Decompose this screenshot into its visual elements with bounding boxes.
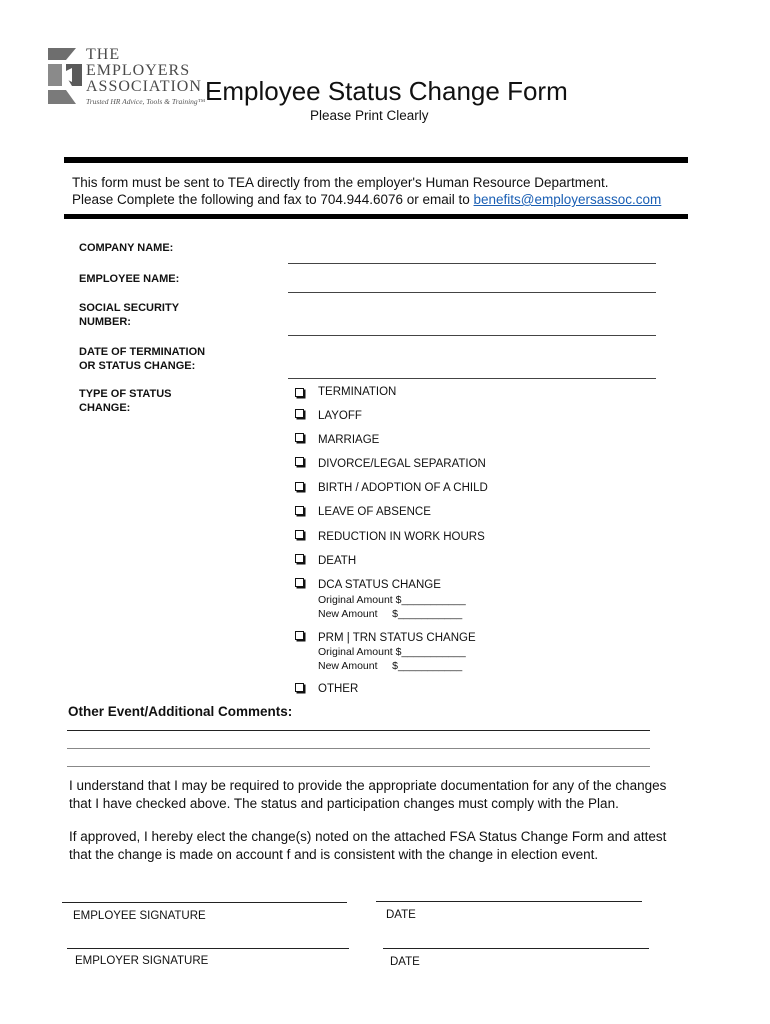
dca-original-amount[interactable]: Original Amount $___________ (318, 594, 466, 606)
ssn-label-line-2: NUMBER: (79, 316, 131, 328)
employer-signature-label: EMPLOYER SIGNATURE (75, 955, 209, 967)
status-type-label-line-1: TYPE OF STATUS (79, 388, 172, 400)
election-line-1: If approved, I hereby elect the change(s) noted on the attached FSA Status Change Form and attest (69, 829, 667, 844)
leave-of-absence-checkbox[interactable] (295, 506, 304, 515)
employee-name-label: EMPLOYEE NAME: (79, 273, 180, 285)
employer-signature-line[interactable] (67, 948, 349, 949)
ssn-label (79, 301, 179, 329)
death-checkbox[interactable] (295, 554, 304, 563)
termination-option-label: TERMINATION (318, 386, 397, 398)
intro-divider (64, 214, 688, 219)
ssn-field[interactable] (288, 335, 656, 336)
other-option-label: OTHER (318, 683, 359, 695)
death-option-label: DEATH (318, 555, 357, 567)
date-field[interactable] (288, 378, 656, 379)
dca-status-checkbox[interactable] (295, 578, 304, 587)
logo-text-association: ASSOCIATION (86, 78, 202, 95)
top-divider (64, 157, 688, 163)
marriage-option-label: MARRIAGE (318, 434, 380, 446)
company-name-field[interactable] (288, 263, 656, 264)
layoff-checkbox[interactable] (295, 409, 304, 418)
date-label-line-1: DATE OF TERMINATION (79, 346, 206, 358)
comments-line-1[interactable] (67, 730, 650, 731)
leave-of-absence-option-label: LEAVE OF ABSENCE (318, 506, 431, 518)
status-type-label-line-2: CHANGE: (79, 402, 131, 414)
termination-checkbox[interactable] (295, 388, 304, 397)
intro-line-2-text: Please Complete the following and fax to 704.944.6076 or email to (72, 192, 474, 207)
reduction-hours-option-label: REDUCTION IN WORK HOURS (318, 531, 485, 543)
other-checkbox[interactable] (295, 683, 304, 692)
company-name-label: COMPANY NAME: (79, 242, 174, 254)
ssn-label-line-1: SOCIAL SECURITY (79, 302, 180, 314)
reduction-hours-checkbox[interactable] (295, 530, 304, 539)
status-type-label (79, 387, 172, 415)
form-title: Employee Status Change Form (205, 76, 568, 106)
employee-signature-line[interactable] (62, 902, 347, 903)
prm-trn-status-checkbox[interactable] (295, 631, 304, 640)
acknowledgement-line-1: I understand that I may be required to provide the appropriate documentation for any of the changes (69, 778, 667, 793)
form-subtitle: Please Print Clearly (310, 108, 429, 123)
divorce-option-label: DIVORCE/LEGAL SEPARATION (318, 458, 486, 470)
employee-date-label: DATE (386, 909, 416, 921)
employee-name-field[interactable] (288, 292, 656, 293)
employee-date-line[interactable] (376, 901, 642, 902)
acknowledgement-paragraph (69, 777, 709, 813)
comments-label: Other Event/Additional Comments: (68, 704, 293, 719)
date-label (79, 345, 205, 373)
intro-line-2 (72, 192, 661, 207)
comments-line-2[interactable] (67, 748, 650, 749)
employers-association-logo-icon (46, 46, 84, 108)
logo-text-employers: EMPLOYERS (86, 62, 191, 79)
employer-date-label: DATE (390, 956, 420, 968)
layoff-option-label: LAYOFF (318, 410, 362, 422)
acknowledgement-line-2: that I have checked above. The status and participation changes must comply with the Plan. (69, 796, 619, 811)
dca-new-amount[interactable]: New Amount $___________ (318, 608, 463, 620)
election-line-2: that the change is made on account f and is consistent with the change in election event. (69, 847, 599, 862)
prm-original-amount[interactable]: Original Amount $___________ (318, 646, 466, 658)
intro-line-1: This form must be sent to TEA directly from the employer's Human Resource Department. (72, 175, 609, 190)
date-label-line-2: OR STATUS CHANGE: (79, 360, 196, 372)
birth-adoption-checkbox[interactable] (295, 482, 304, 491)
prm-new-amount[interactable]: New Amount $___________ (318, 660, 463, 672)
comments-line-3[interactable] (67, 766, 650, 767)
birth-adoption-option-label: BIRTH / ADOPTION OF A CHILD (318, 482, 488, 494)
dca-status-option-label: DCA STATUS CHANGE (318, 579, 441, 591)
email-link[interactable]: benefits@employersassoc.com (473, 192, 662, 207)
employer-date-line[interactable] (383, 948, 649, 949)
logo-tagline: Trusted HR Advice, Tools & Training™ (86, 97, 206, 106)
marriage-checkbox[interactable] (295, 433, 304, 442)
logo-text-the: THE (86, 46, 121, 63)
prm-trn-status-option-label: PRM | TRN STATUS CHANGE (318, 632, 476, 644)
divorce-checkbox[interactable] (295, 457, 304, 466)
election-paragraph (69, 828, 709, 864)
employee-signature-label: EMPLOYEE SIGNATURE (73, 910, 206, 922)
